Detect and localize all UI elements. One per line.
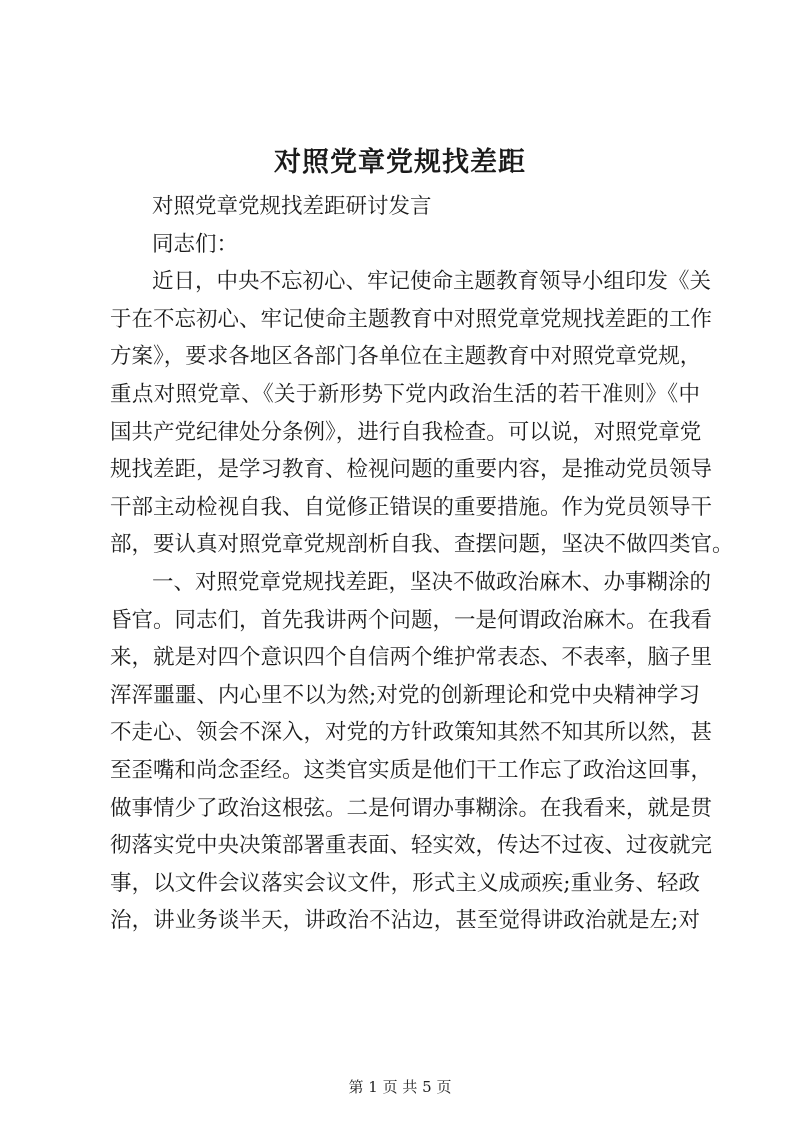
- text-line: 部，要认真对照党章党规剖析自我、查摆问题，坚决不做四类官。: [110, 532, 734, 558]
- text-line: 浑浑噩噩、内心里不以为然;对党的创新理论和党中央精神学习: [110, 682, 700, 708]
- text-line: 一、对照党章党规找差距，坚决不做政治麻木、办事糊涂的: [152, 569, 712, 595]
- text-line: 昏官。同志们，首先我讲两个问题，一是何谓政治麻木。在我看: [110, 607, 713, 633]
- text-line: 对照党章党规找差距研讨发言: [152, 194, 432, 219]
- text-line: 治，讲业务谈半天，讲政治不沾边，甚至觉得讲政治就是左;对: [110, 908, 700, 934]
- text-line: 做事情少了政治这根弦。二是何谓办事糊涂。在我看来，就是贯: [110, 795, 713, 821]
- text-line: 于在不忘初心、牢记使命主题教育中对照党章党规找差距的工作: [110, 306, 713, 332]
- text-line: 规找差距，是学习教育、检视问题的重要内容，是推动党员领导: [110, 457, 713, 483]
- text-line: 国共产党纪律处分条例》，进行自我检查。可以说，对照党章党: [110, 419, 702, 445]
- text-line: 彻落实党中央决策部署重表面、轻实效，传达不过夜、过夜就完: [110, 833, 713, 859]
- document-title: 对照党章党规找差距: [274, 147, 526, 178]
- text-line: 重点对照党章、《关于新形势下党内政治生活的若干准则》《中: [110, 381, 700, 407]
- text-line: 至歪嘴和尚念歪经。这类官实质是他们干工作忘了政治这回事，: [110, 757, 713, 783]
- text-line: 方案》，要求各地区各部门各单位在主题教育中对照党章党规，: [110, 344, 702, 370]
- text-line: 不走心、领会不深入，对党的方针政策知其然不知其所以然，甚: [110, 720, 713, 746]
- text-line: 近日，中央不忘初心、牢记使命主题教育领导小组印发《关: [152, 269, 712, 295]
- text-line: 事，以文件会议落实会议文件，形式主义成顽疾;重业务、轻政: [110, 870, 700, 896]
- text-line: 干部主动检视自我、自觉修正错误的重要措施。作为党员领导干: [110, 494, 713, 520]
- document-body: [110, 188, 734, 940]
- text-line: 同志们：: [152, 231, 239, 257]
- page-footer: 第 1 页 共 5 页: [348, 1078, 452, 1096]
- text-line: 来，就是对四个意识四个自信两个维护常表态、不表率，脑子里: [110, 645, 713, 671]
